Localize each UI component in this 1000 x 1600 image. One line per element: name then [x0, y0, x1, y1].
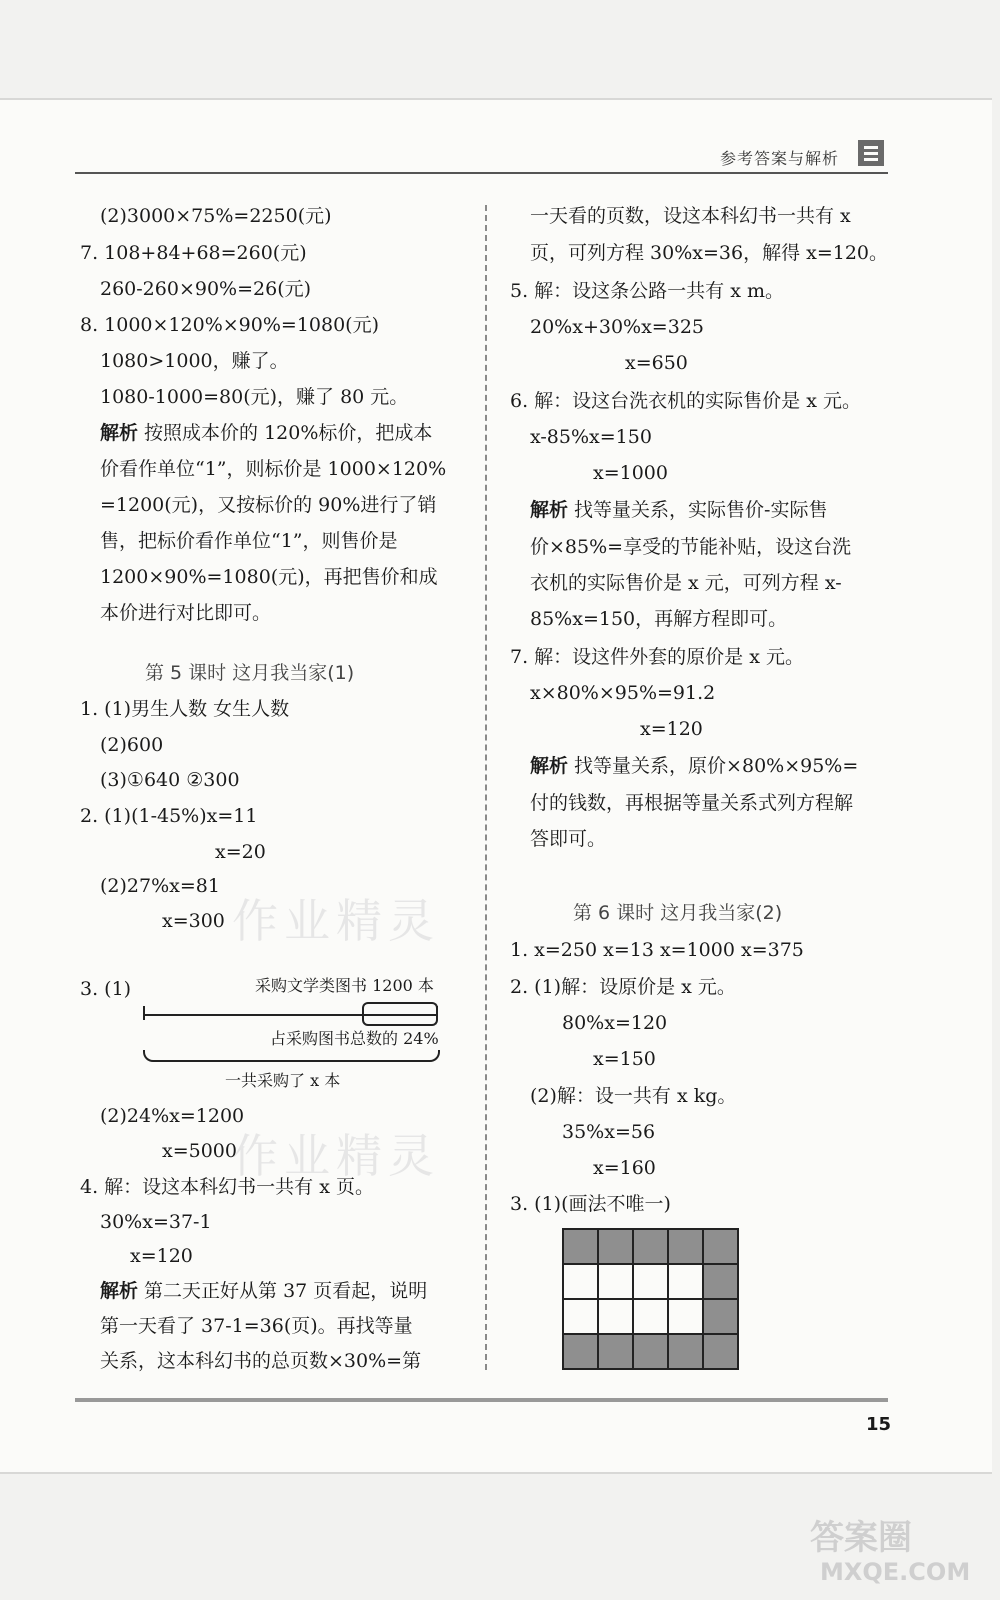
answer-line: (3)①640 ②300 — [100, 769, 240, 791]
answer-line: (2)600 — [100, 734, 164, 756]
grid-cell — [598, 1334, 633, 1369]
answer-line: (2)24%x=1200 — [100, 1105, 245, 1127]
grid-cell — [563, 1229, 598, 1264]
answer-line: x=160 — [593, 1157, 656, 1179]
diagram-tick — [143, 1006, 145, 1020]
analysis-line: 1200×90%=1080(元)，再把售价和成 — [100, 566, 438, 588]
answer-line: (2)3000×75%=2250(元) — [100, 205, 332, 227]
answer-line: x=120 — [640, 718, 703, 740]
header-rule — [75, 172, 888, 174]
answer-line: 7. 108+84+68=260(元) — [80, 242, 307, 264]
answer-line: x=650 — [625, 352, 688, 374]
footer-rule — [75, 1398, 888, 1402]
grid-cell — [633, 1229, 668, 1264]
answer-line: 5. 解：设这条公路一共有 x m。 — [510, 280, 784, 302]
answer-line: 80%x=120 — [562, 1012, 668, 1034]
grid-cell — [703, 1334, 738, 1369]
answer-line: x=120 — [130, 1245, 193, 1267]
diagram-mid-label: 占采购图书总数的 24% — [270, 1029, 439, 1048]
grid-cell — [703, 1229, 738, 1264]
answer-line: 260-260×90%=26(元) — [100, 278, 312, 300]
header-title: 参考答案与解析 — [720, 149, 840, 168]
diagram-brace-top — [362, 1002, 438, 1016]
grid-cell — [703, 1264, 738, 1299]
answer-line: x=20 — [215, 841, 266, 863]
section-title: 第 6 课时 这月我当家(2) — [573, 902, 783, 924]
analysis-line: =1200(元)，又按标价的 90%进行了销 — [100, 494, 437, 516]
diagram-bottom-label: 一共采购了 x 本 — [225, 1071, 341, 1090]
answer-line: 4. 解：设这本科幻书一共有 x 页。 — [80, 1176, 374, 1198]
grid-cell — [563, 1334, 598, 1369]
analysis-line: 解析 按照成本价的 120%标价，把成本 — [100, 422, 433, 444]
answer-line: 1. x=250 x=13 x=1000 x=375 — [510, 939, 804, 961]
answer-line: x×80%×95%=91.2 — [530, 682, 716, 704]
answer-line: 1080-1000=80(元)，赚了 80 元。 — [100, 386, 409, 408]
answer-line: 页，可列方程 30%x=36，解得 x=120。 — [530, 242, 889, 264]
answer-line: 35%x=56 — [562, 1121, 656, 1143]
answer-line: 2. (1)(1-45%)x=11 — [80, 805, 258, 827]
analysis-line: 解析 找等量关系，原价×80%×95%= — [530, 755, 859, 777]
answer-line: 20%x+30%x=325 — [530, 316, 704, 338]
analysis-line: 关系，这本科幻书的总页数×30%=第 — [100, 1350, 422, 1372]
grid-cell — [563, 1264, 598, 1299]
grid-cell — [633, 1299, 668, 1334]
grid-cell — [668, 1299, 703, 1334]
shaded-grid — [562, 1228, 739, 1370]
grid-cell — [668, 1229, 703, 1264]
grid-cell — [668, 1264, 703, 1299]
answer-line: (2)27%x=81 — [100, 875, 220, 897]
analysis-line: 价×85%=享受的节能补贴，设这台洗 — [530, 536, 852, 558]
answer-line: 6. 解：设这台洗衣机的实际售价是 x 元。 — [510, 390, 861, 412]
analysis-line: 衣机的实际售价是 x 元，可列方程 x- — [530, 572, 842, 594]
grid-cell — [633, 1334, 668, 1369]
diagram-brace-bottom — [143, 1050, 440, 1062]
grid-cell — [563, 1299, 598, 1334]
page-number: 15 — [866, 1414, 892, 1435]
analysis-line: 第一天看了 37-1=36(页)。再找等量 — [100, 1315, 413, 1337]
grid-cell — [668, 1334, 703, 1369]
watermark: 作业精灵 — [232, 1129, 440, 1183]
answer-line: 1. (1)男生人数 女生人数 — [80, 698, 290, 720]
analysis-line: 答即可。 — [530, 828, 607, 850]
answer-line: x=150 — [593, 1048, 656, 1070]
analysis-line: 价看作单位“1”，则标价是 1000×120% — [100, 458, 447, 480]
answer-line: 2. (1)解：设原价是 x 元。 — [510, 976, 736, 998]
watermark: 作业精灵 — [232, 894, 440, 948]
diagram-brace-under — [362, 1016, 438, 1026]
answer-line: 7. 解：设这件外套的原价是 x 元。 — [510, 646, 804, 668]
analysis-line: 付的钱数，再根据等量关系式列方程解 — [530, 792, 854, 814]
answer-line: 一天看的页数，设这本科幻书一共有 x — [530, 205, 851, 227]
corner-url: MXQE.COM — [820, 1558, 971, 1586]
column-divider — [485, 205, 487, 1370]
answer-line: 3. (1) — [80, 978, 132, 1000]
grid-cell — [703, 1299, 738, 1334]
analysis-line: 解析 第二天正好从第 37 页看起，说明 — [100, 1280, 428, 1302]
section-title: 第 5 课时 这月我当家(1) — [145, 662, 355, 684]
analysis-line: 本价进行对比即可。 — [100, 602, 272, 624]
analysis-line: 售，把标价看作单位“1”，则售价是 — [100, 530, 398, 552]
diagram-top-label: 采购文学类图书 1200 本 — [255, 976, 434, 995]
analysis-line: 85%x=150，再解方程即可。 — [530, 608, 788, 630]
answer-line: (2)解：设一共有 x kg。 — [530, 1085, 737, 1107]
grid-cell — [598, 1299, 633, 1334]
answer-line: 8. 1000×120%×90%=1080(元) — [80, 314, 380, 336]
answer-line: x-85%x=150 — [530, 426, 652, 448]
answer-line: x=300 — [162, 910, 225, 932]
book-icon — [858, 140, 884, 166]
answer-line: 1080>1000，赚了。 — [100, 350, 289, 372]
answer-line: 30%x=37-1 — [100, 1211, 212, 1233]
answer-line: x=1000 — [593, 462, 668, 484]
analysis-line: 解析 找等量关系，实际售价-实际售 — [530, 499, 828, 521]
grid-cell — [633, 1264, 668, 1299]
grid-cell — [598, 1229, 633, 1264]
grid-cell — [598, 1264, 633, 1299]
answer-line: x=5000 — [162, 1140, 237, 1162]
corner-logo: 答案圈 — [810, 1518, 912, 1558]
answer-line: 3. (1)(画法不唯一) — [510, 1193, 671, 1215]
